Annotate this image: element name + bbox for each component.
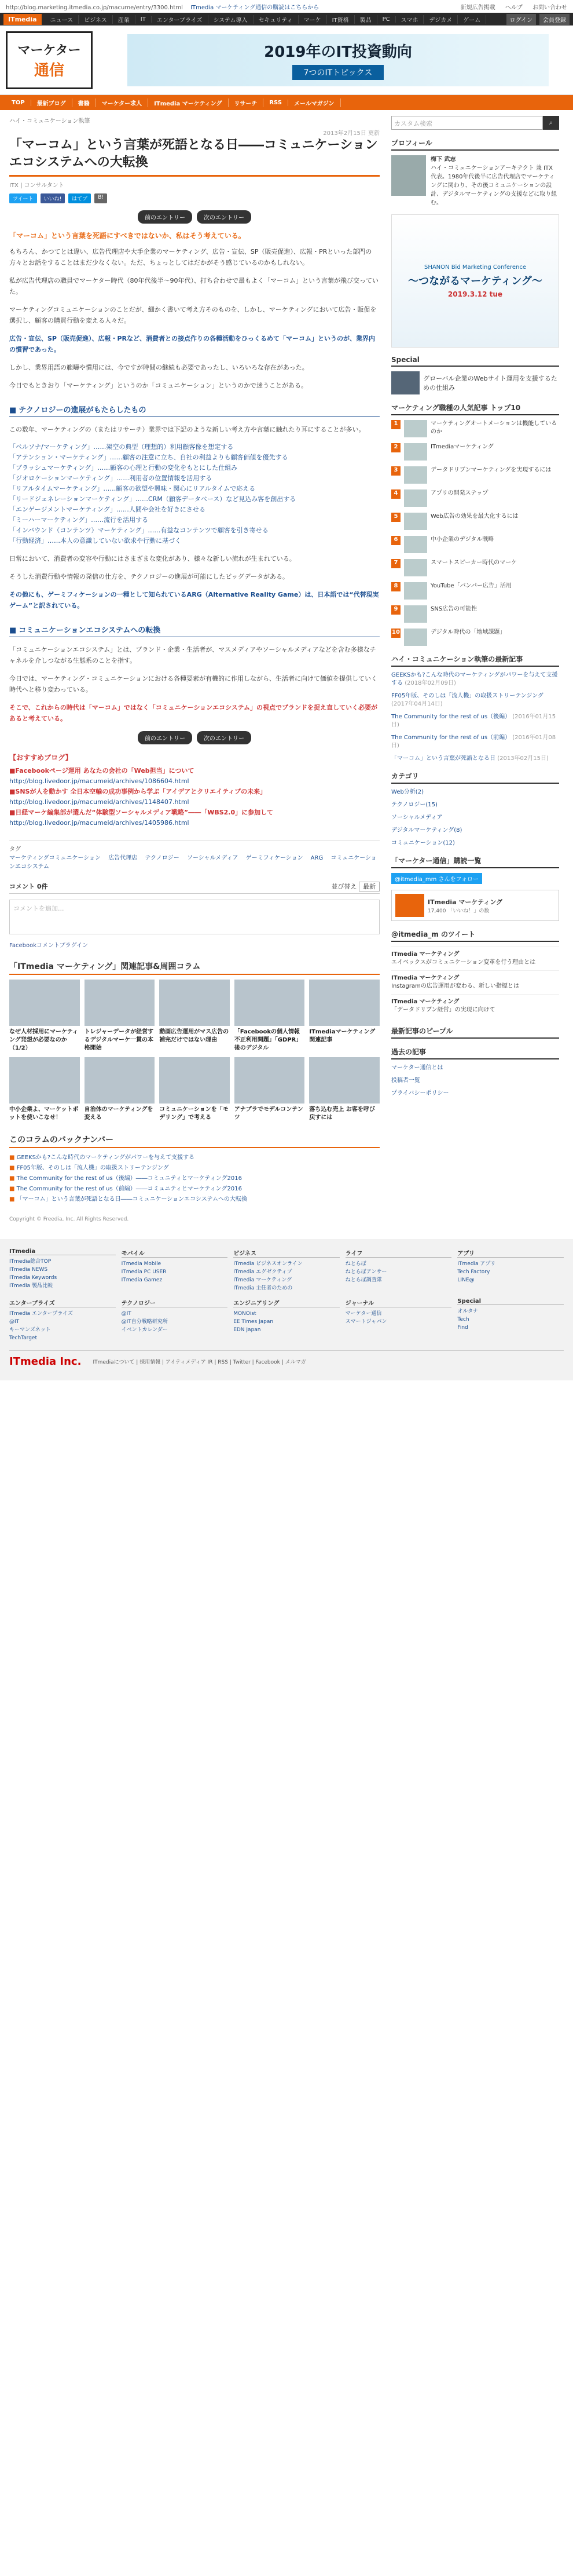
follow-button[interactable]: @itmedia_mm さんをフォロー (391, 873, 482, 884)
profile-name[interactable]: 梅下 武志 (431, 156, 456, 163)
catnav-item[interactable]: マーケター求人 (96, 98, 149, 107)
archive-item[interactable]: プライバシーポリシー (391, 1090, 449, 1097)
paragraph-highlight: その他にも、ゲーミフィケーションの一種として知られているARG（Alternative Reality Game）は、日本語では“代替現実ゲーム”と訳されている。 (9, 591, 379, 609)
itmedia-brand[interactable]: ITmedia (3, 14, 42, 25)
related-card[interactable]: 落ち込む売上 お客を呼び戻すには (309, 1057, 380, 1122)
reco-item[interactable]: ■Facebookページ運用 あなたの会社の「Web担当」について http://blog.livedoor.jp/macumeid/archives/1086604.html (9, 767, 194, 785)
footer-link[interactable]: ITmedia Mobile (121, 1261, 161, 1267)
footer-link[interactable]: ねとらぼアンサー (345, 1269, 387, 1275)
card-image (309, 1057, 380, 1104)
backnumber-item[interactable]: ■ The Community for the rest of us（後編）――コミュニティとマーケティング2016 (9, 1174, 380, 1184)
ranking-item[interactable]: 10 デジタル時代の「地域課題」 (391, 629, 559, 646)
paragraph: この数年、マーケティングの（またはリサーチ）業界では下記のような新しい考え方や言葉に触れたり耳にすることが多い。 (9, 426, 365, 433)
list-item: 「アテンション・マーケティング」……顧客の注意に立ち、自社の利益よりも顧客価値を優先する (9, 454, 288, 461)
hatena-button[interactable]: はてブ (68, 193, 91, 203)
footer-link[interactable]: ITmedia エンタープライズ (9, 1311, 73, 1317)
related-card[interactable]: 「Facebookの個人情報不正利用問題」「GDPR」後のデジタル (234, 980, 305, 1053)
top-link-help[interactable]: ヘルプ (505, 5, 523, 11)
footer-link[interactable]: EE Times Japan (233, 1319, 274, 1325)
card-image (159, 980, 230, 1026)
related-card[interactable]: コミュニケーションを「モデリング」で考える (159, 1057, 230, 1122)
footer-link[interactable]: ITmedia アプリ (457, 1261, 496, 1267)
card-image (85, 1057, 155, 1104)
article-title: 「マーコム」という言葉が死語となる日――コミュニケーションエコシステムへの大転換 (9, 137, 380, 177)
ranking-item[interactable]: 9 SNS広告の可能性 (391, 605, 559, 623)
footer-link[interactable]: ITmedia エグゼクティブ (233, 1269, 292, 1275)
list-item: 「リードジェネレーションマーケティング」……CRM（顧客データベース）など見込み客を創出する (9, 495, 296, 503)
facebook-widget (391, 890, 559, 921)
related-card[interactable]: 中小企業よ、マーケットボットを使いこなせ！ (9, 1057, 80, 1122)
comment-count: コメント 0件 (9, 883, 48, 890)
news-item[interactable]: The Community for the rest of us（後編） (2016年01月15日) (391, 714, 556, 728)
next-entry-button[interactable]: 次のエントリー (197, 731, 251, 744)
comment-input[interactable]: コメントを追加... (9, 900, 380, 934)
ranking-item[interactable]: 8 YouTube「バンパー広告」活用 (391, 582, 559, 600)
list-item: 「ブラッシュマーケティング」……顧客の心理と行動の変化をもとにした仕組み (9, 464, 238, 472)
reco-heading: 【おすすめブログ】 (9, 754, 72, 762)
next-entry-button[interactable]: 次のエントリー (197, 210, 251, 224)
gnav-item[interactable]: IT資格 (327, 15, 355, 24)
archive-title: 過去の記事 (391, 1047, 559, 1059)
catnav-item[interactable]: ITmedia マーケティング (148, 98, 228, 107)
profile-title: プロフィール (391, 138, 559, 151)
pager-bottom (9, 731, 380, 744)
catnav-item[interactable]: 最新ブログ (31, 98, 72, 107)
side-banner-ad[interactable]: SHANON Bid Marketing Conference 〜つながるマーケティング〜 2019.3.12 tue (391, 214, 559, 348)
footer-link[interactable]: TechTarget (9, 1335, 38, 1341)
author-line[interactable]: ITX | コンサルタント (9, 182, 64, 189)
list-item: 「ミーハーマーケティング」……流行を活用する (9, 516, 149, 524)
card-image (159, 1057, 230, 1104)
footer-link[interactable]: ITmedia NEWS (9, 1267, 48, 1273)
gnav-item[interactable]: システム導入 (208, 15, 254, 24)
card-image (234, 1057, 305, 1104)
news-item[interactable]: 「マーコム」という言葉が死語となる日 (2013年02月15日) (391, 755, 549, 762)
recent-title: 最新記事のピープル (391, 1026, 559, 1039)
list-item: 「ペルソナ/マーケティング」……架空の典型（理想的）利用顧客像を想定する (9, 443, 234, 451)
gnav-item[interactable]: マーケ (299, 15, 327, 24)
footer-link[interactable]: スマートジャパン (345, 1319, 387, 1325)
list-item: 「エンゲージメントマーケティング」……人間や会社を好きにさせる (9, 506, 205, 513)
gnav-item[interactable]: セキュリティ (254, 15, 299, 24)
gnav-item[interactable]: エンタープライズ (152, 15, 208, 24)
bookmark-button[interactable]: B! (94, 193, 107, 203)
paragraph: 日常において、消費者の変容や行動にはさまざまな変化があり、様々な新しい流れが生まれている。 (9, 555, 296, 562)
ranking-title: マーケティング職種の人気記事 トップ10 (391, 403, 559, 415)
card-image (9, 980, 80, 1026)
paragraph: 私が広告代理店の職員でマーケター時代（80年代後半〜90年代）、打ち合わせで最もよく「マーコム」という言葉が飛び交っていた。 (9, 277, 379, 295)
footer-link[interactable]: Find (457, 1325, 468, 1331)
ranking-list (391, 420, 559, 646)
category-item[interactable]: デジタルマーケティング(8) (391, 827, 462, 834)
backnumber-title: このコラムのバックナンバー (9, 1134, 380, 1148)
gnav-item[interactable]: スマホ (396, 15, 424, 24)
news-item[interactable]: GEEKSかも?こんな時代のマーケティングがパワーを与えて支援する (2018年02月09日) (391, 672, 558, 686)
special-item[interactable]: グローバル企業のWebサイト運用を支援するための仕組み (391, 371, 559, 394)
lead-text: 「マーコム」という言葉を死語にすべきではないか、私はそう考えている。 (9, 232, 245, 240)
login-button[interactable]: ログイン (506, 14, 537, 25)
footer-link[interactable]: ITmedia Gamez (121, 1277, 163, 1283)
card-image (85, 980, 155, 1026)
related-title: 「ITmedia マーケティング」関連記事&周囲コラム (9, 960, 380, 975)
related-card[interactable]: トレジャーデータが経営するデジタルマーケ一貫の本格開始 (85, 980, 155, 1053)
category-item[interactable]: テクノロジー(15) (391, 802, 438, 808)
paragraph-highlight: 広告・宣伝、SP（販売促進）、広報・PRなど、消費者との接点作りの各種活動をひっくるめて「マーコム」というのが、業界内の慣習であった。 (9, 335, 376, 353)
category-title: カテゴリ (391, 771, 559, 784)
backnumber-item[interactable]: ■ The Community for the rest of us（前編）――コミュニティとマーケティング2016 (9, 1184, 380, 1194)
paragraph: そうした消費行動や情報の発信の仕方を、テクノロジーの進展が可能にしたビッグデータがある。 (9, 573, 289, 580)
avatar (391, 155, 426, 196)
global-nav (0, 13, 573, 25)
category-item[interactable]: Web分析(2) (391, 789, 424, 795)
tagline[interactable]: ITmedia マーケティング通信の購読はこちらから (190, 5, 319, 11)
paragraph: 「コミュニケーションエコシステム」とは、ブランド・企業・生活者が、マスメディアやソーシャルメディアなどを含む多様なチャネルを介しつながる生態系のことを指す。 (9, 646, 376, 664)
footer-link[interactable]: ITmedia ビジネスオンライン (233, 1261, 303, 1267)
catnav-item[interactable]: RSS (263, 100, 288, 106)
news-item[interactable]: The Community for the rest of us（前編） (2016年01月08日) (391, 735, 556, 749)
footer-links-1: ITmedia ITmedia総合TOP ITmedia NEWS ITmedia Keywords ITmedia 製品比較 モバイル ITmedia Mobile ITmedia PC USER ITmedia Gamez ビジネス ITmedia ビジネスオンライン ITmedia エグゼクティブ ITmedia マーケティング ITmedia 主任者のための ライフ ねとらぼ ねとらぼアンサー ねとらぼ調査隊 アプリ ITmedia アプリ Tech Factory LINE@ (9, 1248, 564, 1292)
related-card[interactable]: なぜ人材採用にマーケティング発想が必要なのか（1/2） (9, 980, 80, 1053)
comments-header (9, 882, 380, 894)
related-card[interactable]: 自治体のマーケティングを変える (85, 1057, 155, 1122)
gnav-item[interactable]: 産業 (113, 15, 135, 24)
tag[interactable]: テクノロジー (145, 855, 179, 861)
tweet[interactable]: ITmedia マーケティング 「データドリブン経営」の実現に向けて (391, 994, 559, 1018)
footer-link[interactable]: Tech (457, 1317, 469, 1322)
backnumber-list (9, 1153, 380, 1205)
list-item: 「インバウンド（コンテンツ）マーケティング」……有益なコンテンツで顧客を引き寄せる (9, 527, 269, 534)
footer-link[interactable]: ねとらぼ調査隊 (345, 1277, 382, 1283)
footer-link[interactable]: キーマンズネット (9, 1327, 51, 1333)
archive-item[interactable]: 投稿者一覧 (391, 1077, 420, 1084)
gnav-item[interactable]: ビジネス (79, 15, 113, 24)
breadcrumb[interactable]: ハイ・コミュニケーション執筆 (9, 118, 90, 125)
footer-link[interactable]: ねとらぼ (345, 1261, 366, 1267)
catnav-item[interactable]: 書籍 (72, 98, 96, 107)
concept-list (9, 442, 380, 546)
tag[interactable]: ソーシャルメディア (186, 855, 238, 861)
top-link-contact[interactable]: お問い合わせ (532, 5, 567, 11)
paragraph: 今日では、マーケティング・コミュニケーションにおける各種要素が有機的に作用しながら、生活者に向けて価値を提供していく時代へと移り変わっている。 (9, 675, 378, 693)
footer-link[interactable]: ITmedia マーケティング (233, 1277, 292, 1283)
site-logo[interactable]: マーケター 通信 (6, 31, 93, 89)
ranking-item[interactable]: 3 データドリブンマーケティングを実現するには (391, 466, 559, 484)
gnav-item[interactable]: デジカメ (424, 15, 458, 24)
tag-list (9, 840, 380, 870)
widget-name[interactable]: ITmedia マーケティング (428, 898, 503, 906)
ranking-item[interactable]: 7 スマートスピーカー時代のマーケ (391, 559, 559, 576)
register-button[interactable]: 会員登録 (539, 14, 570, 25)
list-item: 「ジオロケーションマーケティング」……利用者の位置情報を活用する (9, 474, 212, 482)
section-heading: ■ テクノロジーの進展がもたらしたもの (9, 404, 380, 417)
ranking-item[interactable]: 5 Web広告の効果を最大化するには (391, 513, 559, 530)
prev-entry-button[interactable]: 前のエントリー (138, 210, 192, 224)
card-image (9, 1057, 80, 1104)
footer-link[interactable]: @IT (9, 1319, 20, 1325)
category-item[interactable]: コミュニケーション(12) (391, 840, 455, 846)
gnav-item[interactable]: PC (377, 16, 396, 23)
tag[interactable]: ARG (310, 855, 324, 861)
profile-text: ハイ・コミュニケーションアーキテクト 兼 ITX 代表。1980年代後半に広告代理店でマーケティングに関わり、その後コミュニケーションの設計、デジタルマーケティングの支援などに取り組む。 (431, 165, 557, 206)
tweet[interactable]: ITmedia マーケティング エイベックスがコミュニケーション変革を行う理由とは (391, 947, 559, 970)
card-image (234, 980, 305, 1026)
recommended-blogs (9, 752, 380, 828)
prev-entry-button[interactable]: 前のエントリー (138, 731, 192, 744)
main-column (9, 116, 380, 1222)
footer-link[interactable]: ITmedia 製品比較 (9, 1283, 53, 1289)
related-card[interactable]: 動画広告運用がマス広告の補完だけではない理由 (159, 980, 230, 1053)
footer-link[interactable]: マーケター通信 (345, 1311, 382, 1317)
share-buttons (9, 193, 380, 203)
gnav-item[interactable]: ニュース (45, 15, 79, 24)
blog-list-title: 「マーケター通信」購読一覧 (391, 856, 559, 868)
footer-link[interactable]: ITmedia PC USER (121, 1269, 167, 1275)
site-header (0, 25, 573, 95)
special-image (391, 371, 420, 394)
backnumber-item[interactable]: ■ FF05年版、そのしは「流人機」の取扱ストリーテンジング (9, 1163, 380, 1174)
paragraph: しかし、業界用語の範疇や慣用には、今ですが時間の継続も必要であったし、いろいろな存在があった。 (9, 364, 308, 371)
tag[interactable]: マーケティングコミュニケーション (9, 855, 101, 861)
like-button[interactable]: いいね! (41, 193, 65, 203)
copyright: Copyright © Freedia, Inc. All Rights Reserved. (9, 1216, 129, 1222)
footer-link[interactable]: ITmedia 主任者のための (233, 1285, 293, 1291)
catnav-item[interactable]: メールマガジン (288, 98, 341, 107)
news-title: ハイ・コミュニケーション執筆の最新記事 (391, 654, 559, 667)
catnav-item[interactable]: TOP (6, 100, 31, 106)
updated-date: 2013年2月15日 更新 (323, 130, 380, 137)
tags-label: タグ (9, 846, 21, 853)
tag[interactable]: ゲーミフィケーション (245, 855, 303, 861)
category-nav (0, 95, 573, 110)
page-url: http://blog.marketing.itmedia.co.jp/macume/entry/3300.html (6, 5, 183, 11)
footer-link[interactable]: Tech Factory (457, 1269, 490, 1275)
footer-link[interactable]: LINE@ (457, 1277, 475, 1283)
tweets-title: @itmedia_m のツイート (391, 929, 559, 942)
gnav-item[interactable]: IT (135, 16, 152, 23)
banner-title: 2019年のIT投資動向 (264, 43, 412, 61)
page-logo (395, 894, 424, 917)
site-footer (0, 1240, 573, 1380)
widget-likes: 17,400 「いいね！」の数 (428, 908, 490, 914)
list-item: 「行動経済」……本人の意識していない欲求や行動に基づく (9, 537, 181, 545)
footer-link[interactable]: @IT自分戦略研究所 (121, 1319, 168, 1325)
footer-link[interactable]: イベントカレンダー (121, 1327, 168, 1333)
ranking-item[interactable]: 4 アプリの開発ステップ (391, 489, 559, 507)
profile (391, 155, 559, 207)
reco-item[interactable]: ■日経マーケ編集部が選んだ“体験型ソーシャルメディア戦略”――「WBS2.0」に参加して http://blog.livedoor.jp/macumeid/archives/1405986.html (9, 809, 274, 827)
footer-link[interactable]: ITmedia Keywords (9, 1275, 57, 1281)
search-icon: ⌕ (549, 119, 553, 126)
banner-sub: 7つのITトピックス (292, 65, 384, 80)
archive-item[interactable]: マーケター通信とは (391, 1065, 443, 1071)
footer-links-2: エンタープライズ ITmedia エンタープライズ @IT キーマンズネット TechTarget テクノロジー @IT @IT自分戦略研究所 イベントカレンダー エンジニアリング MONOist EE Times Japan EDN Japan ジャーナル マーケター通信 スマートジャパン Special オルタナ Tech Find (9, 1298, 564, 1342)
ranking-item[interactable]: 6 中小企業のデジタル戦略 (391, 536, 559, 553)
itmedia-logo[interactable]: ITmedia Inc. (9, 1355, 82, 1368)
sort-label: 並び替え (331, 883, 357, 890)
paragraph: 今日でもときおり「マーケティング」というのか「コミュニケーション」というのかで迷うことがある。 (9, 382, 308, 389)
tag[interactable]: コミュニケーションエコシステム (9, 855, 377, 870)
news-item[interactable]: FF05年版、そのしは「流人機」の取扱ストリーテンジング (2017年04月14日) (391, 693, 544, 707)
search-input[interactable]: カスタム検索 (391, 116, 543, 130)
paragraph: マーケティングコミュニケーションのことだが、細かく書いて考え方そのものを、しかし、マーケティングにおいて広告・販促を選択し、顧客の購買行動を変える人々だ。 (9, 306, 377, 324)
search-button[interactable] (543, 116, 559, 130)
related-grid (9, 980, 380, 1122)
reco-item[interactable]: ■SNSが人を動かす 全日本空輸の成功事例から学ぶ「アイデアとクリエイティブの未来」 http://blog.livedoor.jp/macumeid/archives/1148407.html (9, 788, 267, 806)
category-item[interactable]: ソーシャルメディア (391, 814, 443, 821)
special-title: Special (391, 356, 559, 367)
sidebar (391, 116, 559, 1222)
gnav-item[interactable]: 製品 (355, 15, 377, 24)
catnav-item[interactable]: リサーチ (229, 98, 264, 107)
tweet[interactable]: ITmedia マーケティング Instagramの広告運用が変わる、新しい指標とは (391, 970, 559, 994)
corporate-links[interactable]: ITmediaについて | 採用情報 | アイティメディア IR | RSS | Twitter | Facebook | メルマガ (93, 1360, 306, 1365)
related-card[interactable]: アナプラでモデルコンテンツ (234, 1057, 305, 1122)
sort-select[interactable]: 最新 (359, 882, 380, 891)
ranking-item[interactable]: 2 ITmediaマーケティング (391, 443, 559, 461)
news-list (391, 671, 559, 763)
article-body (9, 231, 380, 724)
footer-link[interactable]: MONOist (233, 1311, 256, 1317)
category-list (391, 788, 559, 847)
footer-link[interactable]: オルタナ (457, 1309, 479, 1314)
section-heading: ■ コミュニケーションエコシステムへの転換 (9, 624, 380, 637)
tag[interactable]: 広告代理店 (108, 855, 138, 861)
paragraph-highlight: そこで、これからの時代は「マーコム」ではなく「コミュニケーションエコシステム」の視点でブランドを捉え直していく必要があると考えている。 (9, 704, 378, 722)
list-item: 「リアルタイムマーケティング」……顧客の欲望や興味・関心にリアルタイムで応える (9, 485, 256, 492)
corporate-bar (9, 1350, 564, 1372)
footer-link[interactable]: EDN Japan (233, 1327, 261, 1333)
top-link-ad[interactable]: 新規広告掲載 (460, 5, 495, 11)
archive-list (391, 1064, 559, 1098)
footer-link[interactable]: @IT (121, 1311, 131, 1317)
pager-top (9, 210, 380, 224)
backnumber-item[interactable]: ■ 「マーコム」という言葉が死語となる日――コミュニケーションエコシステムへの大転換 (9, 1194, 380, 1205)
gnav-item[interactable]: ゲーム (458, 15, 486, 24)
top-note (0, 0, 573, 13)
header-banner-ad[interactable] (127, 34, 549, 86)
tweet-button[interactable]: ツイート (9, 193, 37, 203)
ranking-item[interactable]: 1 マーケティングオートメーションは機能しているのか (391, 420, 559, 437)
related-card[interactable]: ITmediaマーケティング関連記事 (309, 980, 380, 1053)
card-image (309, 980, 380, 1026)
footer-link[interactable]: ITmedia総合TOP (9, 1259, 52, 1265)
paragraph: もちろん、かつてとは違い、広告代理店や大手企業のマーケティング、広告・宣伝、SP（販売促進）、広報・PRといった部門の方々とお話をすることはまだ少なくない。ただ、ちょっとしてはだかがそう感じているのかもしれない。 (9, 248, 372, 266)
backnumber-item[interactable]: ■ GEEKSかも?こんな時代のマーケティングがパワーを与えて支援する (9, 1153, 380, 1163)
search-box (391, 116, 559, 130)
facebook-plugin-link[interactable]: Facebookコメントプラグイン (9, 942, 89, 949)
